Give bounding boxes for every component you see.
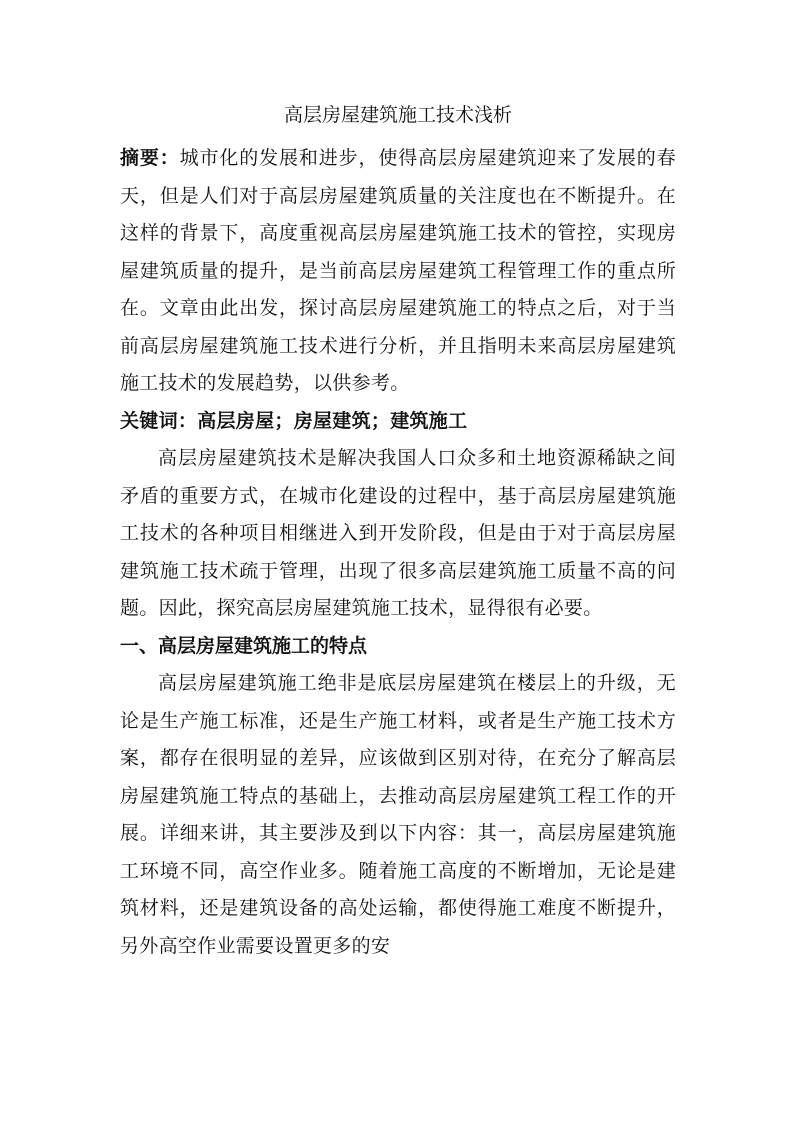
document-body (120, 98, 676, 965)
section-paragraph: 高层房屋建筑施工绝非是底层房屋建筑在楼层上的升级，无论是生产施工标准，还是生产施工材料，或者是生产施工技术方案，都存在很明显的差异，应该做到区别对待，在充分了解高层房屋建筑施工特点的基础上，去推动高层房屋建筑工程工作的开展。详细来讲，其主要涉及到以下内容：其一，高层房屋建筑施工环境不同，高空作业多。随着施工高度的不断增加，无论是建筑材料，还是建筑设备的高处运输，都使得施工难度不断提升，另外高空作业需要设置更多的安 (120, 672, 676, 957)
keywords-paragraph (120, 403, 676, 441)
abstract-paragraph (120, 140, 676, 403)
abstract-label: 摘要： (120, 147, 180, 169)
document-title: 高层房屋建筑施工技术浅析 (283, 104, 512, 126)
intro-paragraph: 高层房屋建筑技术是解决我国人口众多和土地资源稀缺之间矛盾的重要方式，在城市化建设的过程中，基于高层房屋建筑施工技术的各种项目相继进入到开发阶段，但是由于对于高层房屋建筑施工技术疏于管理，出现了很多高层建筑施工质量不高的问题。因此，探究高层房屋建筑施工技术，显得很有必要。 (120, 447, 676, 619)
abstract-text: 城市化的发展和进步，使得高层房屋建筑迎来了发展的春天，但是人们对于高层房屋建筑质量的关注度也在不断提升。在这样的背景下，高度重视高层房屋建筑施工技术的管控，实现房屋建筑质量的提升，是当前高层房屋建筑工程管理工作的重点所在。文章由此出发，探讨高层房屋建筑施工的特点之后，对于当前高层房屋建筑施工技术进行分析，并且指明未来高层房屋建筑施工技术的发展趋势，以供参考。 (120, 147, 676, 394)
section-heading: 一、高层房屋建筑施工的特点 (120, 634, 368, 657)
keywords-text: 高层房屋；房屋建筑；建筑施工 (197, 409, 468, 432)
keywords-label: 关键词： (120, 409, 198, 432)
